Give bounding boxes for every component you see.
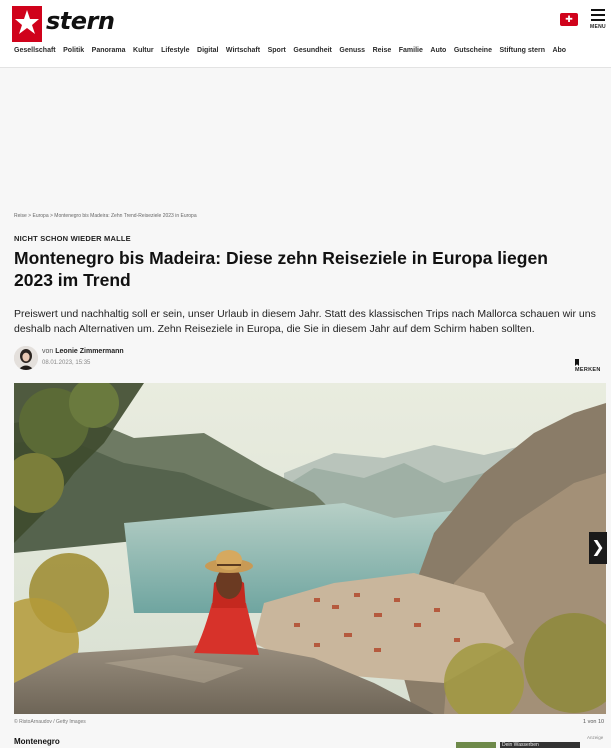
breadcrumb[interactable]: Reise > Europa > Montenegro bis Madeira: Zehn Trend-Reiseziele 2023 in Europa — [14, 213, 197, 219]
gallery-caption: Montenegro — [14, 737, 60, 746]
logo-wordmark: stern — [46, 7, 115, 35]
nav-item-genuss[interactable]: Genuss — [339, 47, 366, 54]
nav-item-gesundheit[interactable]: Gesundheit — [293, 47, 332, 54]
nav-item-gutscheine[interactable]: Gutscheine — [453, 47, 492, 54]
ad-text: Dein Wasserben — [502, 742, 539, 748]
nav-item-panorama[interactable]: Panorama — [91, 47, 126, 54]
nav-item-digital[interactable]: Digital — [197, 47, 219, 54]
nav-item-auto[interactable]: Auto — [430, 47, 447, 54]
ad-label: Anzeige — [587, 735, 604, 740]
menu-button[interactable] — [589, 9, 607, 29]
article-kicker: NICHT SCHON WIEDER MALLE — [14, 234, 131, 243]
author-name[interactable]: Leonie Zimmermann — [55, 348, 124, 355]
article-teaser: Preiswert und nachhaltig soll er sein, unser Urlaub in diesem Jahr. Statt des klassischen Trips nach Mallorca schauen wir uns deshalb nach Alternativen um. Zehn Reiseziele in Europa, die Sie in diesem Jahr auf dem Schirm haben sollten. — [14, 308, 596, 335]
gallery-counter: 1 von 10 — [583, 719, 605, 725]
nav-item-politik[interactable]: Politik — [63, 47, 85, 54]
gallery-image[interactable] — [14, 383, 606, 714]
publish-date: 08.01.2023, 15:35 — [42, 360, 91, 366]
nav-item-reise[interactable]: Reise — [372, 47, 392, 54]
nav-item-gesellschaft[interactable]: Gesellschaft — [14, 47, 56, 54]
kotor-bay-photo — [14, 383, 606, 714]
image-credit: © RistoArnaudov / Getty Images — [14, 719, 86, 725]
ad-placeholder — [0, 69, 611, 209]
stern-star-icon — [12, 6, 42, 42]
author-portrait-icon — [14, 346, 38, 370]
author-avatar[interactable] — [14, 346, 38, 370]
nav-item-lifestyle[interactable]: Lifestyle — [161, 47, 190, 54]
bookmark-icon — [575, 359, 579, 366]
site-header — [0, 0, 611, 68]
nav-item-kultur[interactable]: Kultur — [133, 47, 154, 54]
article-headline: Montenegro bis Madeira: Diese zehn Reiseziele in Europa liegen 2023 im Trend — [14, 248, 548, 290]
byline — [14, 346, 606, 372]
nav-item-abo[interactable]: Abo — [552, 47, 567, 54]
nav-item-wirtschaft[interactable]: Wirtschaft — [225, 47, 261, 54]
chevron-right-icon: ❯ — [591, 539, 605, 556]
bookmark-label: MERKEN — [575, 367, 601, 373]
nav-item-stiftung-stern[interactable]: Stiftung stern — [499, 47, 545, 54]
stern-plus-icon[interactable]: ✚ — [560, 13, 578, 26]
nav-item-familie[interactable]: Familie — [398, 47, 423, 54]
hamburger-icon — [591, 9, 605, 11]
ad-thumbnail[interactable] — [456, 742, 496, 748]
menu-label: MENU — [590, 24, 606, 30]
main-navigation — [14, 47, 566, 54]
stern-logo[interactable] — [12, 6, 115, 40]
author-line — [42, 348, 124, 355]
author-prefix: von — [42, 348, 54, 355]
nav-item-sport[interactable]: Sport — [267, 47, 286, 54]
bookmark-button[interactable] — [575, 359, 606, 373]
gallery-next-button[interactable] — [589, 532, 607, 564]
